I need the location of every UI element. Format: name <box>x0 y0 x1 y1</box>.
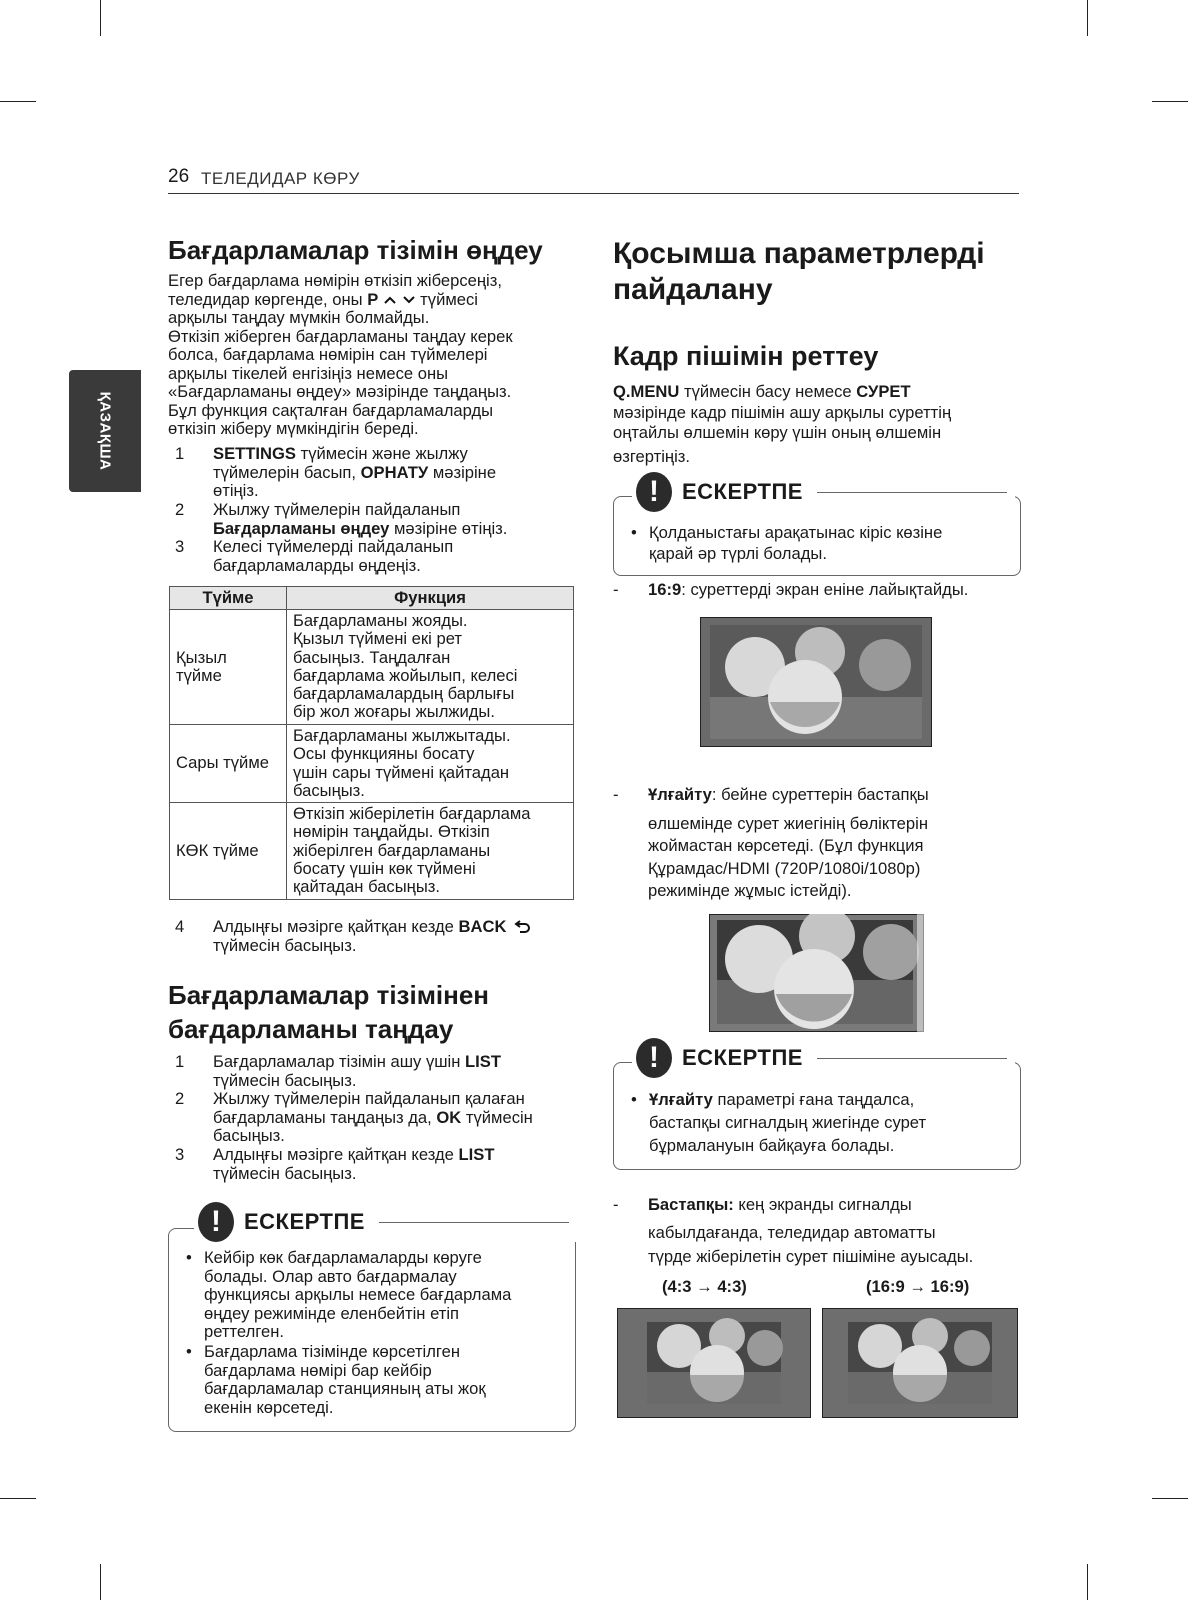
step-text-part: мәзіріне өтіңіз. <box>389 518 508 538</box>
header-rule <box>168 193 1019 194</box>
bullet-line: бағдарламалар станцияның аты жоқ <box>204 1379 486 1398</box>
p-key: P <box>367 289 379 309</box>
intro-line: Өткізіп жіберген бағдарламаны таңдау керек <box>168 326 513 346</box>
intro-line: арқылы тікелей енгізіңіз немесе оны <box>168 363 449 383</box>
option-desc: өлшемінде сурет жиегінің бөліктерін <box>648 813 928 833</box>
ok-key: OK <box>436 1107 462 1127</box>
note-header <box>632 1038 1015 1078</box>
step-text-part: Бағдарламалар тізімін ашу үшін <box>213 1052 466 1071</box>
step-text-part: түймесін басыңыз. <box>213 1163 357 1183</box>
step-number: 2 <box>175 1089 185 1108</box>
step2-2 <box>175 1090 575 1146</box>
heading-line: Қосымша параметрлерді <box>613 237 985 270</box>
step-text-part: басыңыз. <box>213 1126 285 1145</box>
option-desc: режимінде жұмыс істейді). <box>648 881 852 900</box>
cell-line: жіберілген бағдарламаны <box>293 840 491 860</box>
cell-line: КӨК түйме <box>176 840 259 860</box>
back-arrow-icon <box>514 918 532 934</box>
option-desc: кабылдағанда, теледидар автоматты <box>648 1223 936 1242</box>
list-key: LIST <box>465 1052 501 1071</box>
dash: - <box>613 785 619 804</box>
note-title: ЕСКЕРТПЕ <box>682 479 803 504</box>
note-header-line <box>379 1222 569 1223</box>
menu-name: ОРНАТУ <box>360 462 429 482</box>
heading-line: бағдарламаны таңдау <box>168 1014 454 1044</box>
intro-text: мәзірінде кадр пішімін ашу арқылы суреттің <box>613 402 952 422</box>
cell-line: басыңыз. Таңдалған <box>293 647 451 667</box>
intro-line: Егер бағдарлама нөмірін өткізіп жіберсеңіз, <box>168 271 502 290</box>
section-title: ТЕЛЕДИДАР КӨРУ <box>201 169 360 188</box>
language-label: ҚАЗАҚША <box>96 391 114 471</box>
crop-mark <box>1152 101 1188 102</box>
bullet-line: реттелген. <box>204 1322 284 1341</box>
intro-line: болса, бағдарлама нөмірін сан түймелері <box>168 345 488 364</box>
step-number: 1 <box>175 1052 185 1071</box>
step-text-part: Алдыңғы мәзірге қайтқан кезде <box>213 917 459 936</box>
step-text <box>213 538 453 575</box>
cell-line: Сары түйме <box>176 753 269 773</box>
table-row <box>170 610 574 725</box>
language-side-tab <box>69 370 141 492</box>
step-number: 3 <box>175 537 185 556</box>
step-text-part: Алдыңғы мәзірге қайтқан кезде <box>213 1145 459 1164</box>
aspect-intro <box>613 382 951 467</box>
note-title: ЕСКЕРТПЕ <box>244 1209 365 1234</box>
option-name: 16:9 <box>648 580 682 599</box>
crop-mark <box>1087 1564 1088 1600</box>
table-cell-function <box>287 803 574 900</box>
step-text <box>213 501 507 538</box>
cell-line: қайтадан басыңыз. <box>293 877 440 897</box>
note-header <box>632 472 1015 512</box>
table-cell-key <box>170 803 287 900</box>
step-text-part: түймесін <box>461 1107 533 1127</box>
table-header-row <box>170 587 574 610</box>
exclamation-icon: ! <box>636 472 672 512</box>
step-4 <box>175 918 575 955</box>
step-3 <box>175 538 575 575</box>
step-text-part: Жылжу түймелерін пайдаланып <box>213 500 461 519</box>
cell-line: бағдарлама жойылып, келесі <box>293 665 518 685</box>
table-cell-key <box>170 610 287 725</box>
step-number: 2 <box>175 500 185 519</box>
crop-mark <box>1152 1498 1188 1499</box>
step-text <box>213 1090 533 1146</box>
step-number: 3 <box>175 1145 185 1164</box>
tv-original-16-9-illustration <box>822 1308 1018 1418</box>
crop-mark <box>1087 0 1088 36</box>
step-text-part: түймесін басыңыз. <box>213 935 357 955</box>
step-text-part: түймесін басыңыз. <box>213 1070 357 1090</box>
intro-line-tail: түймесі <box>420 289 478 309</box>
bullet-line: параметрі ғана таңдалса, <box>712 1090 915 1109</box>
step-text-part: Жылжу түймелерін пайдаланып қалаған <box>213 1089 525 1108</box>
step-text-part: бағдарламаны таңдаңыз да, <box>213 1107 437 1127</box>
option-desc: түрде жіберілетін сурет пішіміне ауысады. <box>648 1247 974 1266</box>
bullet-text <box>649 522 942 564</box>
intro-text: оңтайлы өлшемін көру үшін оның өлшемін <box>613 423 942 442</box>
step-2 <box>175 501 575 538</box>
table-cell-key <box>170 725 287 803</box>
tv-16-9-illustration <box>700 617 932 747</box>
crop-mark <box>0 101 36 102</box>
option-desc: кең экранды сигналды <box>733 1195 912 1214</box>
bullet-dot: • <box>186 1248 192 1267</box>
step-number: 4 <box>175 917 185 936</box>
note-title: ЕСКЕРТПЕ <box>682 1045 803 1070</box>
ratio-label-4-3: (4:3 → 4:3) <box>662 1277 747 1296</box>
bullet-dot: • <box>631 1090 637 1109</box>
bullet-line: қарай әр түрлі болады. <box>649 544 827 563</box>
dash: - <box>613 1195 619 1214</box>
intro-line: Бұл функция сақталған бағдарламаларды <box>168 400 494 420</box>
cell-line: басыңыз. <box>293 780 365 800</box>
step2-3 <box>175 1146 575 1183</box>
bullet-line: болады. Олар авто бағдармалау <box>204 1266 457 1286</box>
ratio-label-16-9: (16:9 → 16:9) <box>866 1277 970 1296</box>
heading-line: Бағдарламалар тізімінен <box>168 980 490 1010</box>
tv-original-4-3-illustration <box>617 1308 811 1418</box>
heading-aspect-ratio: Кадр пішімін реттеу <box>613 341 879 371</box>
crop-mark <box>0 1498 36 1499</box>
heading-edit-program-list: Бағдарламалар тізімін өңдеу <box>168 235 543 265</box>
step-text-part: бағдарламаларды өңдеңіз. <box>213 555 421 575</box>
option-name: Ұлғайту <box>648 785 712 804</box>
bullet-line: Кейбір көк бағдарламаларды көруге <box>204 1248 482 1267</box>
intro-paragraph <box>168 272 513 439</box>
intro-line: өткізіп жіберу мүмкіндігін береді. <box>168 419 419 438</box>
cell-line: Бағдарламаны жояды. <box>293 611 468 630</box>
intro-text: түймесін басу немесе <box>679 382 857 401</box>
bullet-line: Бағдарлама тізімінде көрсетілген <box>204 1342 461 1361</box>
intro-line: арқылы таңдау мүмкін болмайды. <box>168 308 430 327</box>
settings-key: SETTINGS <box>213 444 296 463</box>
intro-line <box>168 291 513 310</box>
table-header: Түйме <box>170 587 287 610</box>
cell-line: Бағдарламаны жылжытады. <box>293 726 511 745</box>
option-desc: Құрамдас/HDMI (720P/1080i/1080p) <box>648 858 921 878</box>
intro-line-text: теледидар көргенде, оны <box>168 289 363 309</box>
option-desc: : бейне суреттерін бастапқы <box>711 785 929 804</box>
list-key: LIST <box>458 1145 495 1164</box>
bullet-dot: • <box>186 1342 192 1361</box>
crop-mark <box>100 0 101 36</box>
step-text-part: өтіңіз. <box>213 481 259 500</box>
step-1 <box>175 445 575 501</box>
step2-1 <box>175 1053 575 1090</box>
table-header: Функция <box>287 587 574 610</box>
step-number: 1 <box>175 444 185 463</box>
back-key: BACK <box>458 917 507 936</box>
table-cell-function <box>287 725 574 803</box>
heading-line: пайдалану <box>613 273 773 306</box>
bullet-line: бұрмалануын байқауға болады. <box>649 1136 895 1155</box>
note-header-line <box>817 1058 1007 1059</box>
option-name: Бастапқы: <box>648 1195 734 1214</box>
bullet-line: функциясы арқылы немесе бағдарлама <box>204 1285 512 1304</box>
bullet-line: өңдеу режимінде еленбейтін етіп <box>204 1303 460 1323</box>
bullet-line: екенін көрсетеді. <box>204 1397 334 1417</box>
picture-menu: СУРЕТ <box>856 382 911 401</box>
cell-line: нөмірін таңдайды. Өткізіп <box>293 822 490 842</box>
tv-zoom-illustration <box>709 914 924 1032</box>
page-number: 26 <box>168 166 190 187</box>
note-header <box>194 1202 577 1242</box>
button-function-table <box>169 586 574 900</box>
chevron-down-icon <box>402 295 416 305</box>
table-row <box>170 803 574 900</box>
exclamation-icon: ! <box>198 1202 234 1242</box>
step-text-part: Келесі түймелерді пайдаланып <box>213 537 454 556</box>
cell-line: Қызыл <box>176 647 227 667</box>
intro-text: өзгертіңіз. <box>613 446 690 466</box>
exclamation-icon: ! <box>636 1038 672 1078</box>
option-desc: жоймастан көрсетеді. (Бұл функция <box>648 836 924 855</box>
step-text <box>213 918 532 955</box>
cell-line: Қызыл түймені екі рет <box>293 629 462 649</box>
step-text <box>213 1053 501 1090</box>
bullet-dot: • <box>631 523 637 542</box>
heading-select-program <box>168 978 489 1046</box>
step-text <box>213 445 496 501</box>
cell-line: бір жол жоғары жылжиды. <box>293 702 495 722</box>
step-text-part: мәзіріне <box>428 462 497 482</box>
bullet-line: Қолданыстағы арақатынас кіріс көзіне <box>649 523 943 542</box>
cell-line: бағдарламалардың барлығы <box>293 684 515 704</box>
table-cell-function <box>287 610 574 725</box>
cell-line: босату үшін көк түймені <box>293 858 476 878</box>
option-desc: : суреттерді экран еніне лайықтайды. <box>681 580 969 599</box>
bullet-text <box>204 1343 486 1417</box>
qmenu-key: Q.MENU <box>613 382 680 401</box>
intro-line: «Бағдарламаны өңдеу» мәзірінде таңдаңыз. <box>168 382 512 401</box>
step-text-part: түймесін және жылжу <box>295 444 468 463</box>
bullet-line: бастапқы сигналдың жиегінде сурет <box>649 1113 927 1132</box>
bullet-text <box>204 1249 511 1342</box>
menu-name: Бағдарламаны өңдеу <box>213 518 390 538</box>
chevron-up-icon <box>383 295 397 305</box>
bullet-line: бағдарлама нөмірі бар кейбір <box>204 1360 432 1380</box>
crop-mark <box>100 1564 101 1600</box>
step-text-part: түймелерін басып, <box>213 462 361 482</box>
note-header-line <box>817 492 1007 493</box>
cell-line: түйме <box>176 666 222 685</box>
cell-line: Өткізіп жіберілетін бағдарлама <box>293 804 531 823</box>
dash: - <box>613 580 619 599</box>
table-row <box>170 725 574 803</box>
step-text <box>213 1146 494 1183</box>
cell-line: Осы функцияны босату <box>293 744 475 764</box>
bullet-text <box>649 1088 926 1157</box>
heading-additional-settings <box>613 236 985 308</box>
cell-line: үшін сары түймені қайтадан <box>293 762 510 782</box>
option-name: Ұлғайту <box>649 1090 713 1109</box>
